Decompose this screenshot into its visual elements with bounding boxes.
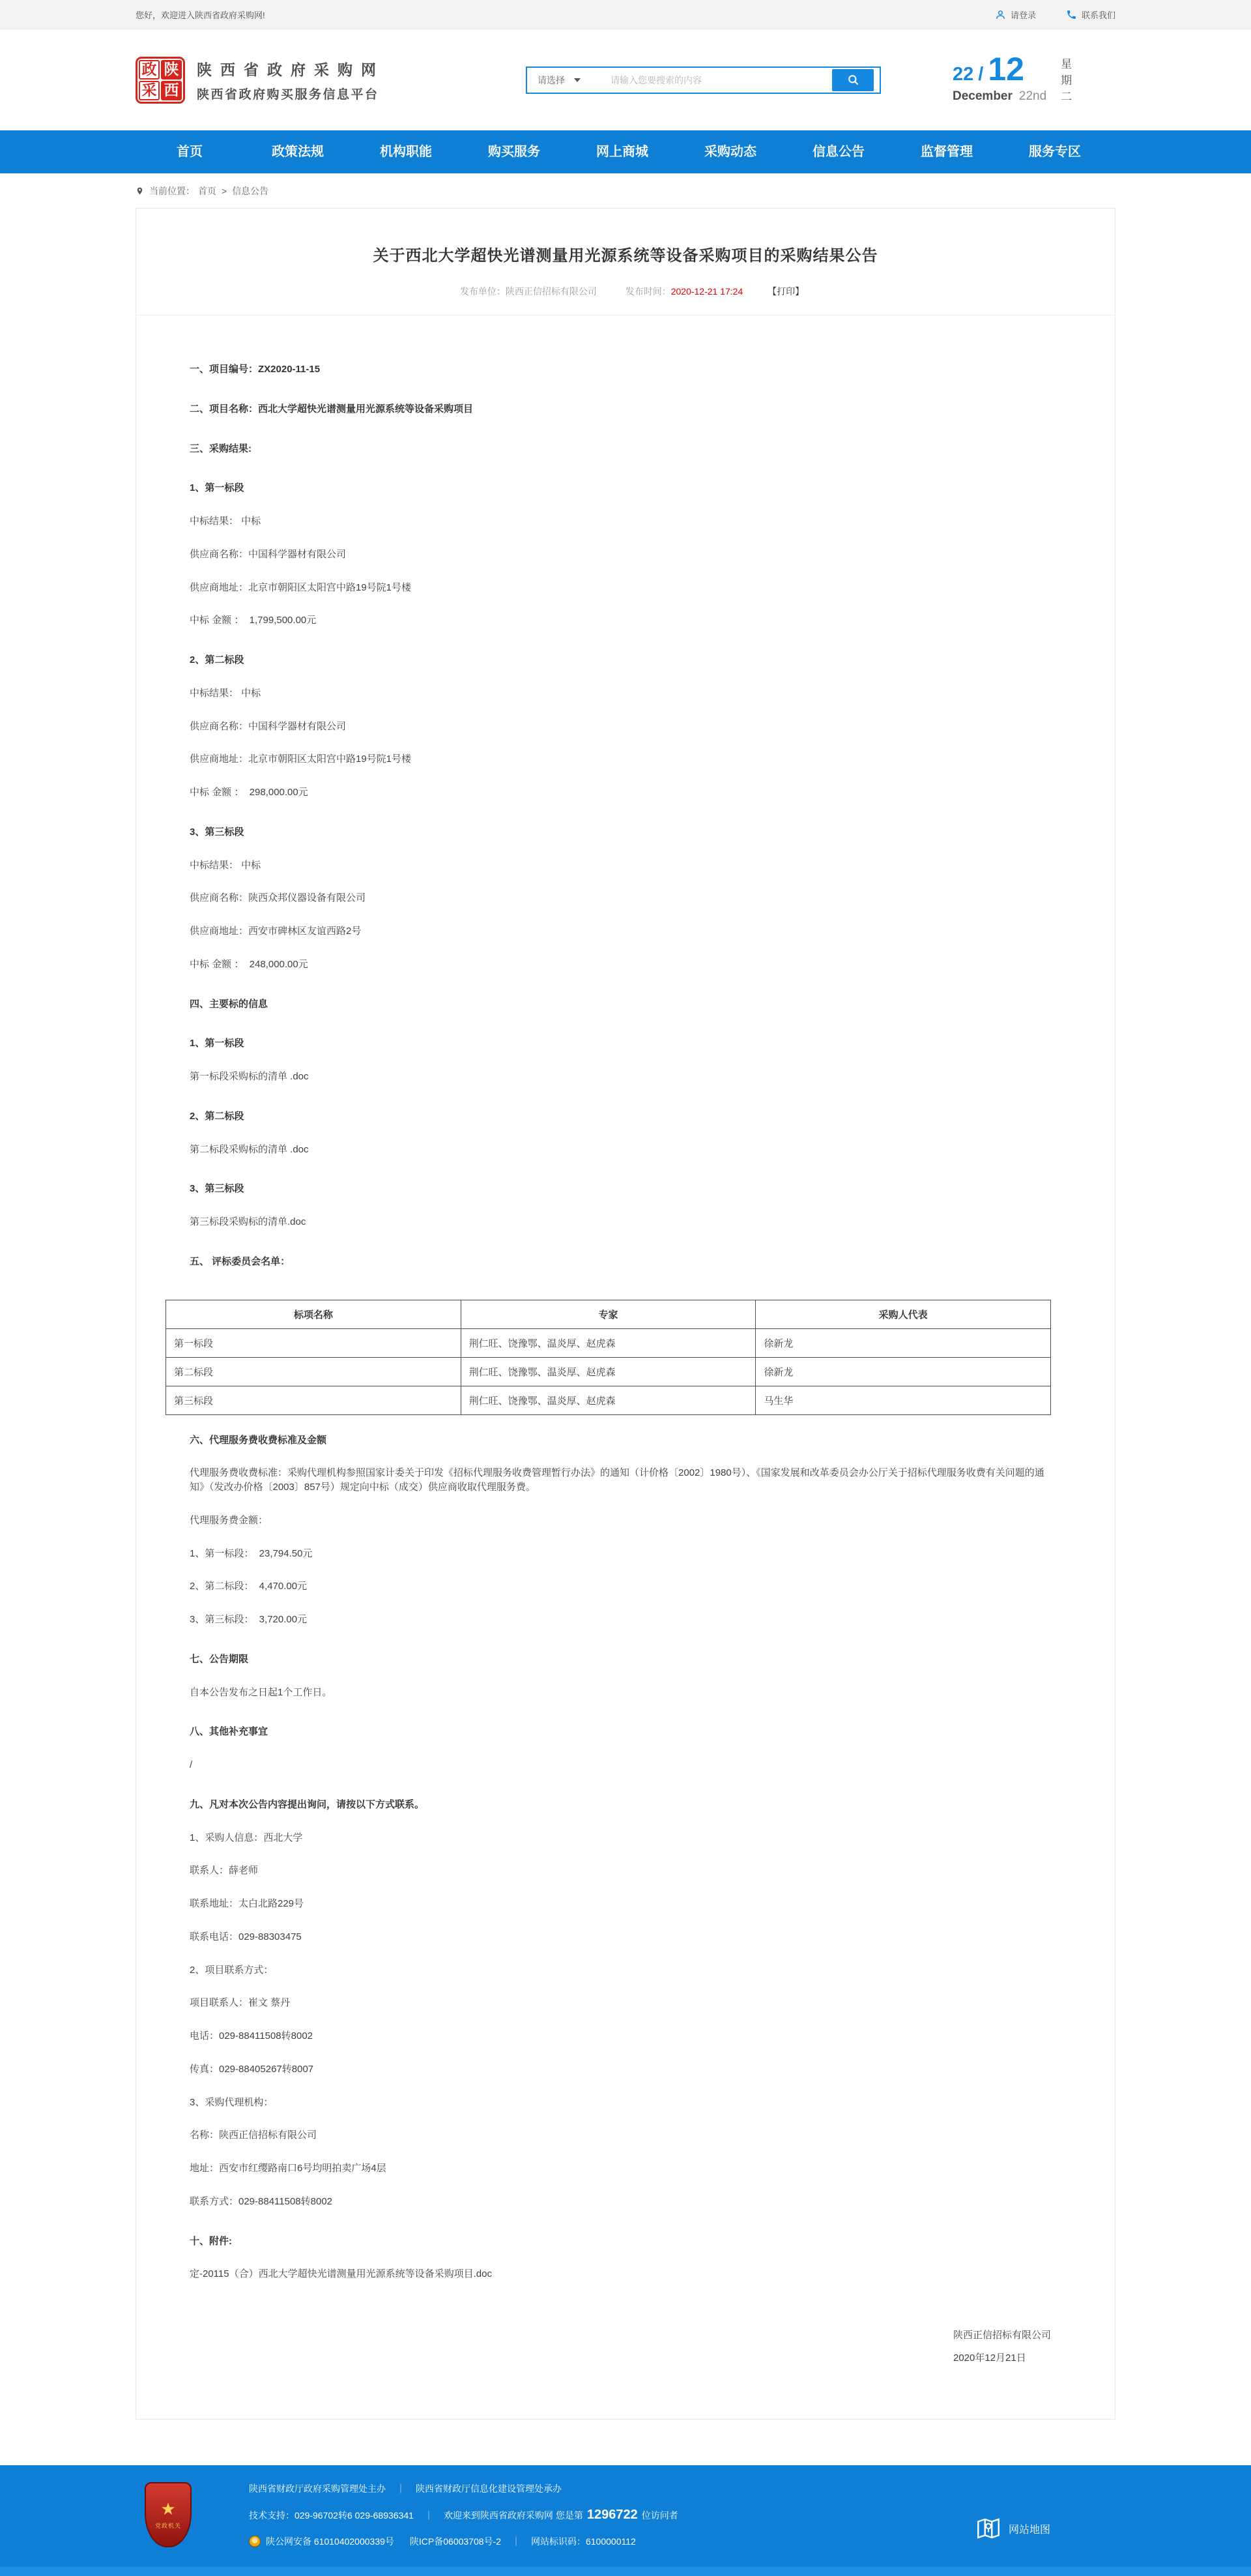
article-line: 二、项目名称：西北大学超快光谱测量用光源系统等设备采购项目 [190, 403, 474, 415]
article-line: 2、第二标段 [190, 1110, 244, 1122]
article-line: 中标结果： 中标 [190, 859, 261, 871]
publish-time: 发布时间：2020-12-21 17:24 [625, 286, 743, 297]
article-line: 一、项目编号：ZX2020-11-15 [190, 364, 321, 375]
article-line: 项目联系人：崔文 蔡丹 [190, 1997, 291, 2009]
table-cell-buyer-rep: 徐新龙 [756, 1357, 1051, 1386]
table-row [166, 1357, 1051, 1386]
article-line: 联系电话：029-88303475 [190, 1931, 302, 1942]
table-cell-section: 第三标段 [166, 1386, 461, 1414]
article-line: 十、附件: [190, 2235, 232, 2247]
committee-table [165, 1300, 1051, 1415]
logo-seal-char: 政 [139, 60, 160, 80]
publish-time-value: 2020-12-21 17:24 [670, 286, 743, 297]
article-line: 供应商名称：中国科学器材有限公司 [190, 548, 347, 560]
phone-icon [1066, 9, 1077, 20]
nav-item[interactable]: 信息公告 [812, 145, 865, 159]
article-line[interactable]: 第一标段采购标的清单 .doc [190, 1071, 309, 1082]
visitor-count: 1296722 [586, 2508, 638, 2522]
article-panel [136, 208, 1115, 2420]
contact-link[interactable] [1066, 8, 1115, 21]
login-label: 请登录 [1010, 10, 1036, 20]
article-line: 电话：029-88411508转8002 [190, 2030, 313, 2042]
publisher: 发布单位：陕西正信招标有限公司 [459, 286, 597, 297]
article-line: 联系地址：太白北路229号 [190, 1898, 304, 1909]
table-cell-section: 第一标段 [166, 1328, 461, 1357]
article-line: 联系方式：029-88411508转8002 [190, 2195, 333, 2207]
nav-item[interactable]: 首页 [177, 145, 203, 159]
nav-item[interactable]: 采购动态 [704, 145, 756, 159]
table-cell-section: 第二标段 [166, 1357, 461, 1386]
article-line: 中标 金额 ： 248,000.00元 [190, 958, 308, 970]
date-day: 22 [953, 64, 974, 85]
article-line: 传真：029-88405267转8007 [190, 2063, 314, 2075]
table-cell-buyer-rep: 马生华 [756, 1386, 1051, 1414]
breadcrumb-separator: > [222, 186, 227, 196]
article-line: 中标 金额 ： 298,000.00元 [190, 787, 308, 798]
breadcrumb [136, 184, 1115, 198]
article-line: 2、第二标段： 4,470.00元 [190, 1581, 308, 1592]
article-line: 联系人：薛老师 [190, 1865, 259, 1877]
search-box [526, 66, 881, 94]
date-month: 12 [988, 51, 1024, 87]
nav-item[interactable]: 服务专区 [1029, 145, 1081, 159]
table-row [166, 1386, 1051, 1414]
sitemap-label: 网站地图 [1008, 2524, 1050, 2536]
article-line: 中标结果： 中标 [190, 516, 261, 527]
icp-filing[interactable]: 陕ICP备06003708号-2 [409, 2536, 501, 2547]
article-line: 九、凡对本次公告内容提出询问，请按以下方式联系。 [190, 1798, 425, 1810]
article-line: 六、代理服务费收费标准及金额 [190, 1434, 327, 1446]
article-line: 供应商名称：陕西众邦仪器设备有限公司 [190, 892, 366, 904]
table-cell-buyer-rep: 徐新龙 [756, 1328, 1051, 1357]
caret-down-icon [574, 78, 581, 82]
article-line: 供应商地址：北京市朝阳区太阳宫中路19号院1号楼 [190, 754, 412, 765]
article-line: 1、第一标段 [190, 1038, 244, 1049]
table-header-cell: 专家 [461, 1300, 756, 1328]
topbar-greeting: 您好，欢迎进入陕西省政府采购网! [136, 10, 265, 20]
table-cell-experts: 荆仁旺、饶豫鄂、温炎厚、赵虎森 [461, 1328, 756, 1357]
table-cell-experts: 荆仁旺、饶豫鄂、温炎厚、赵虎森 [461, 1357, 756, 1386]
weekday-label: 星期二 [1061, 58, 1072, 103]
signature-date: 2020年12月21日 [953, 2352, 1026, 2364]
location-pin-icon [136, 186, 144, 196]
article-line: 3、采购代理机构： [190, 2096, 274, 2108]
footer-bottom-strip [0, 2567, 1251, 2576]
article-line[interactable]: 第三标段采购标的清单.doc [190, 1216, 306, 1227]
logo-seal-icon [136, 57, 185, 104]
user-icon [995, 9, 1006, 20]
nav-item[interactable]: 购买服务 [488, 145, 540, 159]
badge-emblem-icon: ★ [160, 2498, 176, 2519]
signature-block [953, 2328, 1051, 2364]
article-line[interactable]: 第二标段采购标的清单 .doc [190, 1143, 309, 1155]
sitemap-link[interactable] [975, 2515, 1050, 2542]
signature-company: 陕西正信招标有限公司 [953, 2330, 1051, 2341]
article-line: 1、第一标段 [190, 482, 244, 494]
contact-label: 联系我们 [1081, 10, 1115, 20]
site-title: 陕西省政府采购网 [197, 61, 384, 78]
police-badge-icon [249, 2536, 261, 2547]
article-line: 3、第三标段 [190, 1183, 244, 1195]
article-line[interactable]: 定-20115（合）西北大学超快光谱测量用光源系统等设备采购项目.doc [190, 2268, 492, 2280]
article-line: 地址：西安市红缨路南口6号均明拍卖广场4层 [190, 2163, 386, 2174]
table-cell-experts: 荆仁旺、饶豫鄂、温炎厚、赵虎森 [461, 1386, 756, 1414]
article-line: 四、主要标的信息 [190, 998, 268, 1010]
article-line: 1、采购人信息：西北大学 [190, 1832, 303, 1843]
article-line: 2、第二标段 [190, 654, 244, 666]
article-line: 中标结果： 中标 [190, 687, 261, 699]
article-line: 八、其他补充事宜 [190, 1726, 268, 1738]
police-filing[interactable]: 陕公网安备 61010402000339号 [266, 2536, 394, 2547]
article-body [136, 315, 1115, 2419]
article-line: 2、项目联系方式： [190, 1964, 274, 1976]
site-subtitle: 陕西省政府购买服务信息平台 [197, 87, 379, 102]
article-line: 三、采购结果: [190, 443, 252, 454]
article-line: 七、公告期限 [190, 1653, 249, 1665]
article-line: 名称：陕西正信招标有限公司 [190, 2130, 317, 2141]
article-line: / [190, 1759, 193, 1770]
article-line: 3、第三标段： 3,720.00元 [190, 1614, 308, 1625]
search-input[interactable] [604, 68, 832, 93]
site-id: 网站标识码：6100000112 [530, 2536, 636, 2547]
footer-line-2: 技术支持：029-96702转6 029-68936341 ｜ 欢迎来到陕西省政府采购网 您是第 1296722 位访问者 [249, 2508, 678, 2522]
article-line: 3、第三标段 [190, 826, 244, 838]
article-line: 供应商地址：西安市碑林区友谊西路2号 [190, 926, 362, 937]
article-line: 自本公告发布之日起1个工作日。 [190, 1686, 332, 1698]
search-category-select[interactable] [527, 74, 604, 87]
logo-seal-char: 西 [161, 81, 182, 100]
article-line: 代理服务费金额： [190, 1514, 268, 1526]
date-widget [953, 51, 1115, 105]
gov-badge-icon[interactable] [145, 2482, 192, 2547]
topbar [0, 0, 1251, 29]
main-nav [0, 130, 1251, 173]
site-logo[interactable] [136, 57, 384, 104]
article-line: 中标 金额 ： 1,799,500.00元 [190, 615, 317, 626]
breadcrumb-home[interactable]: 首页 [198, 186, 216, 196]
logo-seal-char: 采 [139, 81, 160, 100]
login-link[interactable] [995, 8, 1036, 21]
article-line: 五、 评标委员会名单： [190, 1255, 291, 1267]
article-line: 供应商地址：北京市朝阳区太阳宫中路19号院1号楼 [190, 581, 412, 593]
date-slash: / [978, 64, 984, 85]
date-month-name: December [953, 89, 1013, 103]
article-line: 供应商名称：中国科学器材有限公司 [190, 720, 347, 732]
article-line: 1、第一标段： 23,794.50元 [190, 1547, 313, 1559]
logo-seal-char: 陕 [161, 60, 182, 80]
search-button[interactable] [832, 69, 874, 91]
footer-line-1: 陕西省财政厅政府采购管理处主办 ｜ 陕西省财政厅信息化建设管理处承办 [249, 2483, 562, 2494]
article-line: 代理服务费收费标准：采购代理机构参照国家计委关于印发《招标代理服务收费管理暂行办法》的通知（计价格〔2002〕1980号）、《国家发展和改革委员会办公厅关于招标代理服务收费有关问题的通知》（发改办价格〔2003〕857号）规定向中标（成交）供应商收取代理服务费。 [190, 1467, 1044, 1493]
table-header-cell: 采购人代表 [756, 1300, 1051, 1328]
nav-item[interactable]: 网上商城 [596, 145, 648, 159]
search-icon [847, 74, 859, 86]
footer [0, 2465, 1251, 2576]
nav-item[interactable]: 机构职能 [380, 145, 432, 159]
breadcrumb-prefix: 当前位置： [149, 186, 195, 196]
map-icon [975, 2515, 1002, 2542]
site-header [0, 29, 1251, 130]
article-title: 关于西北大学超快光谱测量用光源系统等设备采购项目的采购结果公告 [373, 247, 878, 265]
badge-label: 党政机关 [154, 2522, 181, 2529]
footer-line-3: 陕公网安备 61010402000339号 陕ICP备06003708号-2 ｜ 网站标识码：6100000112 [249, 2535, 678, 2548]
article-meta [136, 285, 1115, 315]
search-category-label: 请选择 [538, 74, 565, 85]
date-ordinal: 22nd [1018, 89, 1047, 103]
nav-item[interactable]: 政策法规 [272, 145, 324, 159]
print-button[interactable]: 【打印】 [768, 286, 805, 297]
breadcrumb-current[interactable]: 信息公告 [232, 186, 269, 196]
table-header-cell: 标项名称 [166, 1300, 461, 1328]
nav-item[interactable]: 监督管理 [921, 145, 973, 159]
table-row [166, 1328, 1051, 1357]
